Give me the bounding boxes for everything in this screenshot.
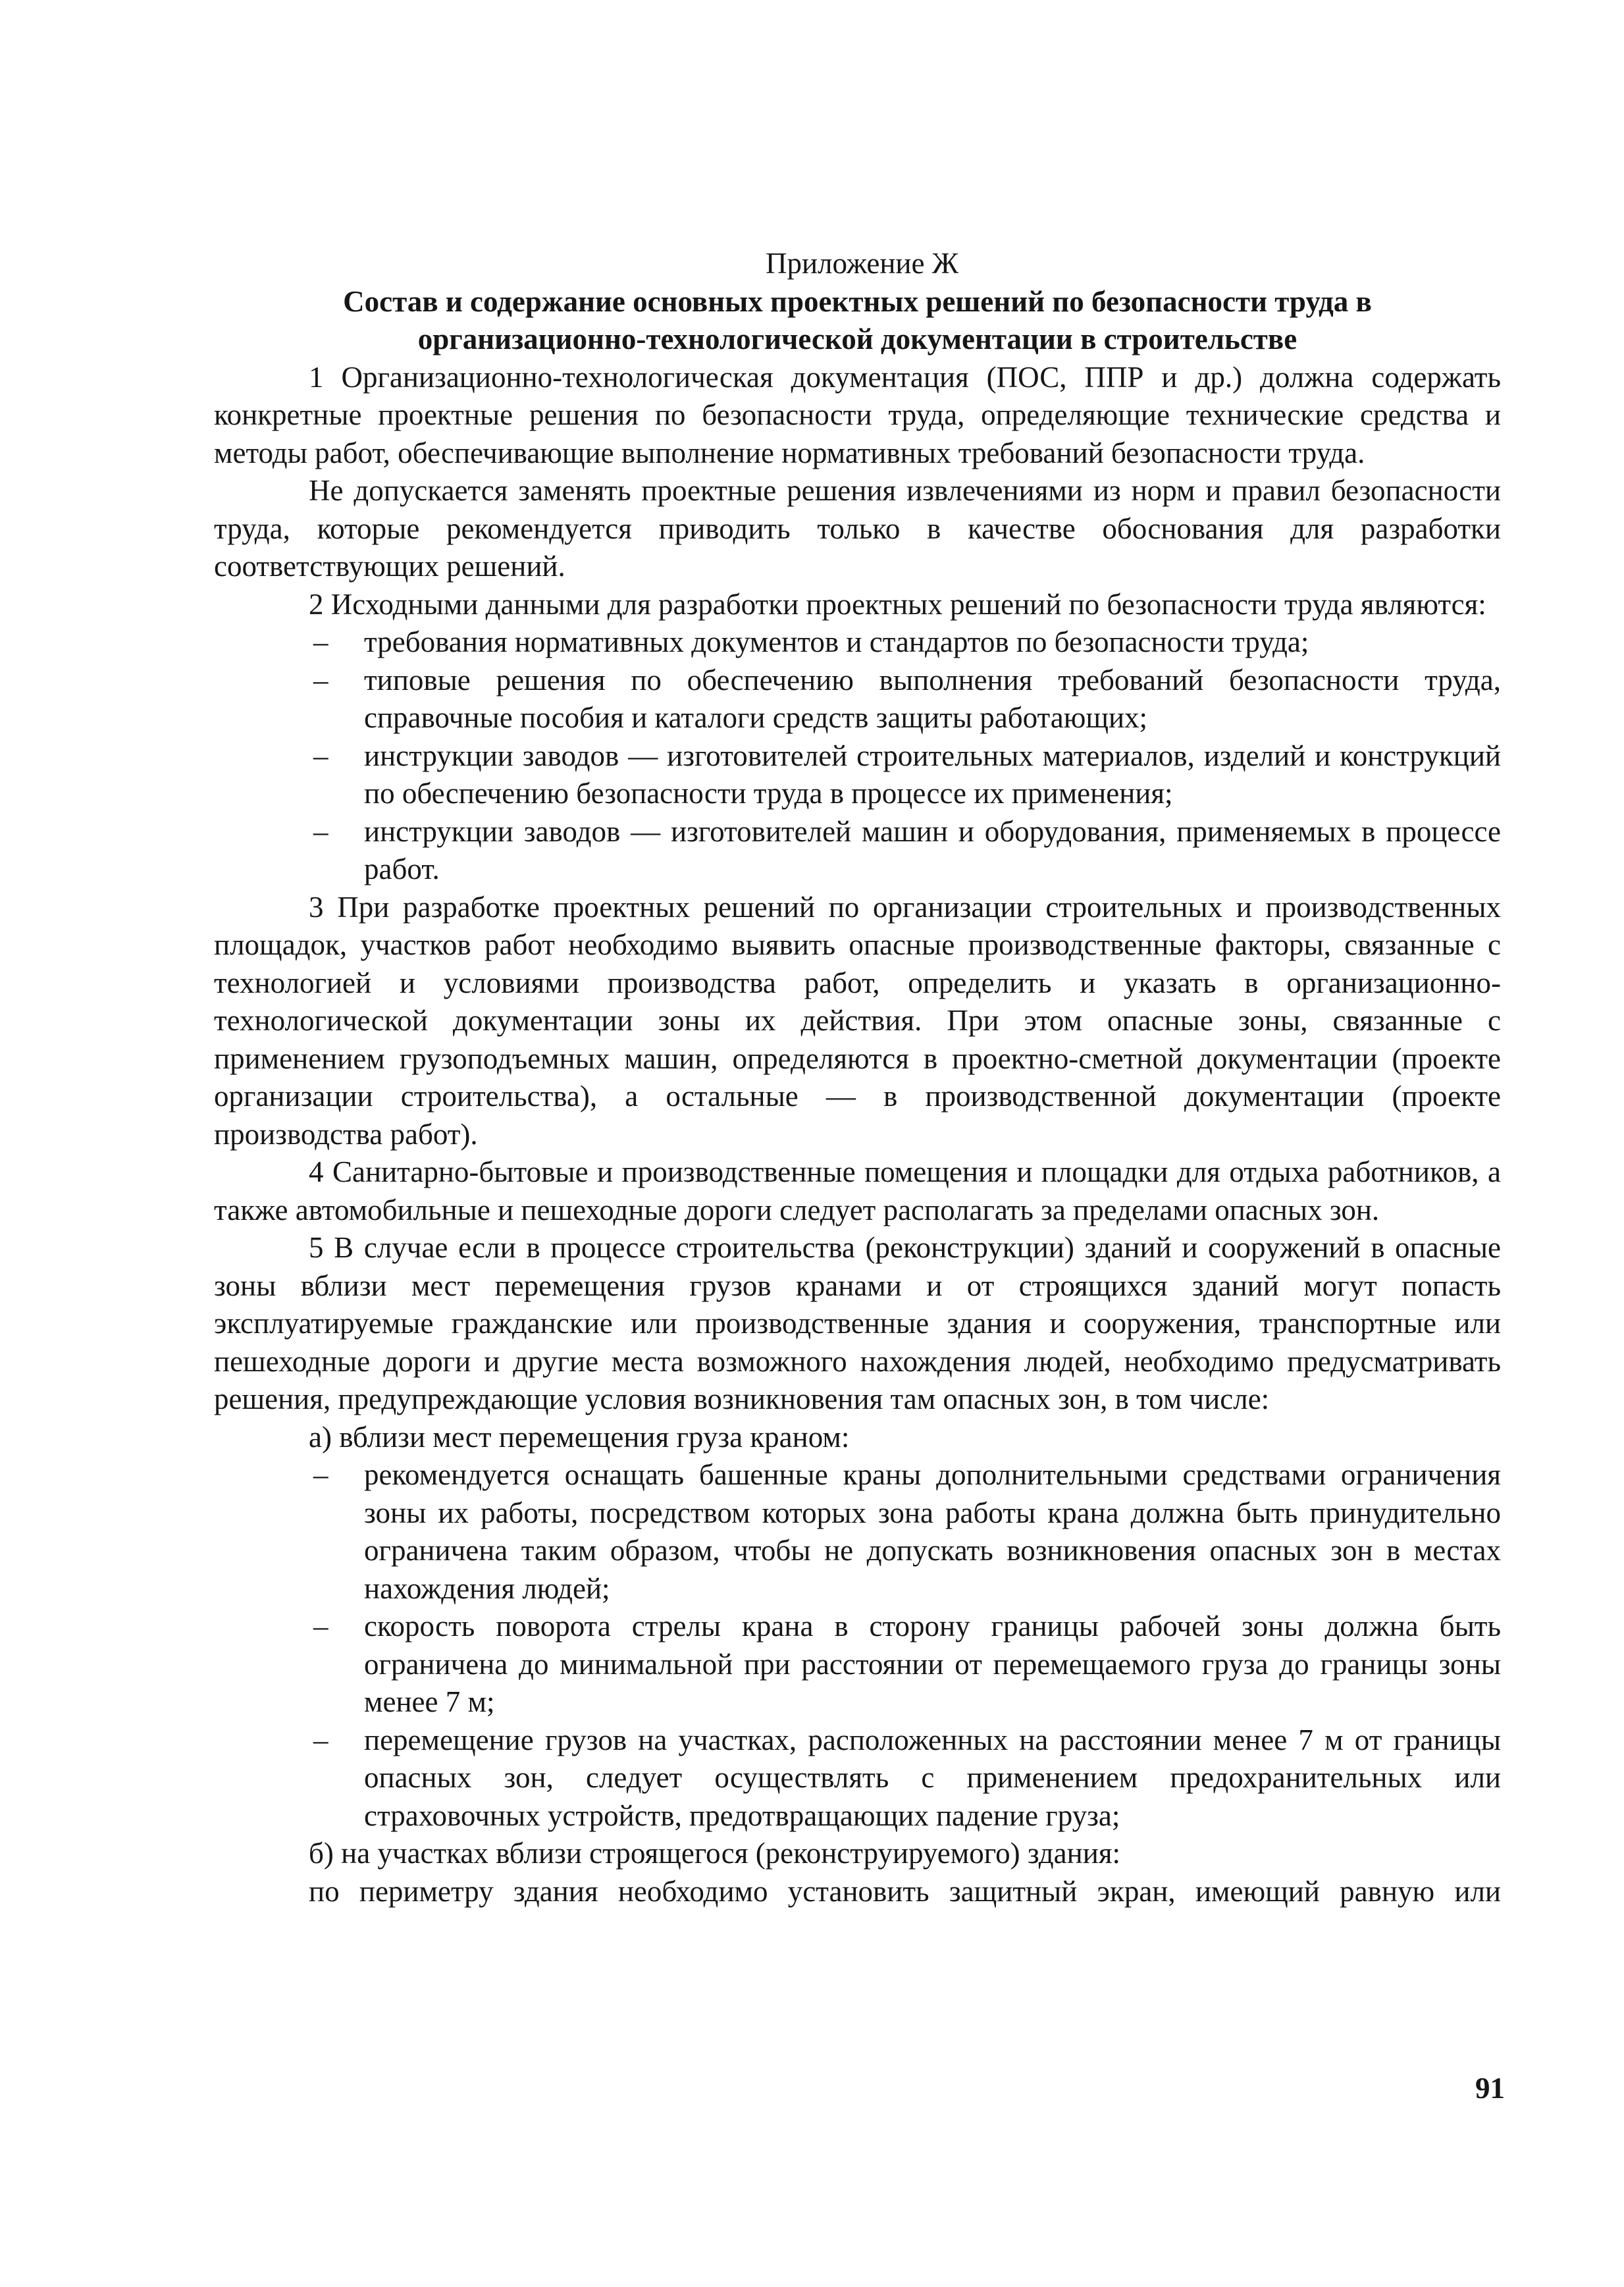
paragraph-4: 4 Санитарно-бытовые и производственные помещения и площадки для отдыха работников, а также автомобильные и пешеходные дороги следует располагать за пределами опасных зон. — [214, 1155, 1501, 1226]
list-item-text: требования нормативных документов и стандартов по безопасности труда; — [364, 625, 1309, 658]
bullet-dash: – — [313, 1610, 328, 1643]
paragraph-5b-continuation: по периметру здания необходимо установить защитный экран, имеющий равную или — [309, 1874, 1501, 1908]
paragraph-5: 5 В случае если в процессе строительства (реконструкции) зданий и сооружений в опасные зоны вблизи мест перемещения грузов кранами и от строящихся зданий могут попасть эксплуатируемые гражданские или производственные здания и сооружения, транспортные или пешеходные дороги и другие места возможного нахождения людей, необходимо предусматривать решения, предупреждающие условия возникновения там опасных зон, в том числе: — [214, 1231, 1501, 1415]
list-item — [214, 662, 1501, 737]
bullet-dash: – — [313, 739, 328, 772]
paragraph-1: 1 Организационно-технологическая документация (ПОС, ППР и др.) должна содержать конкретные проектные решения по безопасности труда, определяющие технические средства и методы работ, обеспечивающие выполнение нормативных требований безопасности труда. — [214, 360, 1501, 469]
list-item — [214, 737, 1501, 813]
list-item — [214, 1608, 1501, 1722]
page-number: 91 — [1475, 2072, 1505, 2105]
appendix-title-line-1: Состав и содержание основных проектных решений по безопасности труда в — [343, 284, 1372, 318]
list-item-text: перемещение грузов на участках, расположенных на расстоянии менее 7 м от границы опасных зон, следует осуществлять с применением предохранительных или страховочных устройств, предотвращающих падение груза; — [364, 1723, 1501, 1832]
crane-measures-list — [214, 1456, 1501, 1835]
list-item-text: скорость поворота стрелы крана в сторону границы рабочей зоны должна быть ограничена до минимальной при расстоянии от перемещаемого груза до границы зоны менее 7 м; — [364, 1610, 1501, 1718]
paragraph-3: 3 При разработке проектных решений по организации строительных и производственных площадок, участков работ необходимо выявить опасные производственные факторы, связанные с технологией и условиями производства работ, определить и указать в организационно-технологической документации зоны их действия. При этом опасные зоны, связанные с применением грузоподъемных машин, определяются в проектно-сметной документации (проекте организации строительства), а остальные — в производственной документации (проекте производства работ). — [214, 890, 1501, 1151]
paragraph-5a: а) вблизи мест перемещения груза краном: — [309, 1420, 850, 1454]
paragraph-2: 2 Исходными данными для разработки проектных решений по безопасности труда являются: — [309, 587, 1486, 621]
list-item-text: типовые решения по обеспечению выполнения требований безопасности труда, справочные пособия и каталоги средств защиты работающих; — [364, 663, 1501, 734]
list-item — [214, 813, 1501, 889]
list-item — [214, 623, 1501, 662]
bullet-dash: – — [313, 1723, 328, 1756]
source-data-list — [214, 623, 1501, 889]
bullet-dash: – — [313, 1458, 328, 1491]
list-item — [214, 1722, 1501, 1835]
bullet-dash: – — [313, 625, 328, 658]
list-item — [214, 1456, 1501, 1608]
list-item-text: инструкции заводов — изготовителей машин и оборудования, применяемых в процессе работ. — [364, 814, 1501, 885]
paragraph-5b: б) на участках вблизи строящегося (реконструируемого) здания: — [309, 1837, 1121, 1870]
list-item-text: инструкции заводов — изготовителей строительных материалов, изделий и конструкций по обеспечению безопасности труда в процессе их применения; — [364, 739, 1501, 810]
list-item-text: рекомендуется оснащать башенные краны дополнительными средствами ограничения зоны их работы, посредством которых зона работы крана должна быть принудительно ограничена таким образом, чтобы не допускать возникновения опасных зон в местах нахождения людей; — [364, 1458, 1501, 1605]
bullet-dash: – — [313, 663, 328, 697]
document-body — [214, 245, 1501, 1910]
paragraph-1b: Не допускается заменять проектные решения извлечениями из норм и правил безопасности труда, которые рекомендуется приводить только в качестве обоснования для разработки соответствующих решений. — [214, 474, 1501, 583]
appendix-label: Приложение Ж — [765, 247, 959, 280]
bullet-dash: – — [313, 814, 328, 848]
appendix-title-line-2: организационно-технологической документации в строительстве — [417, 323, 1297, 355]
